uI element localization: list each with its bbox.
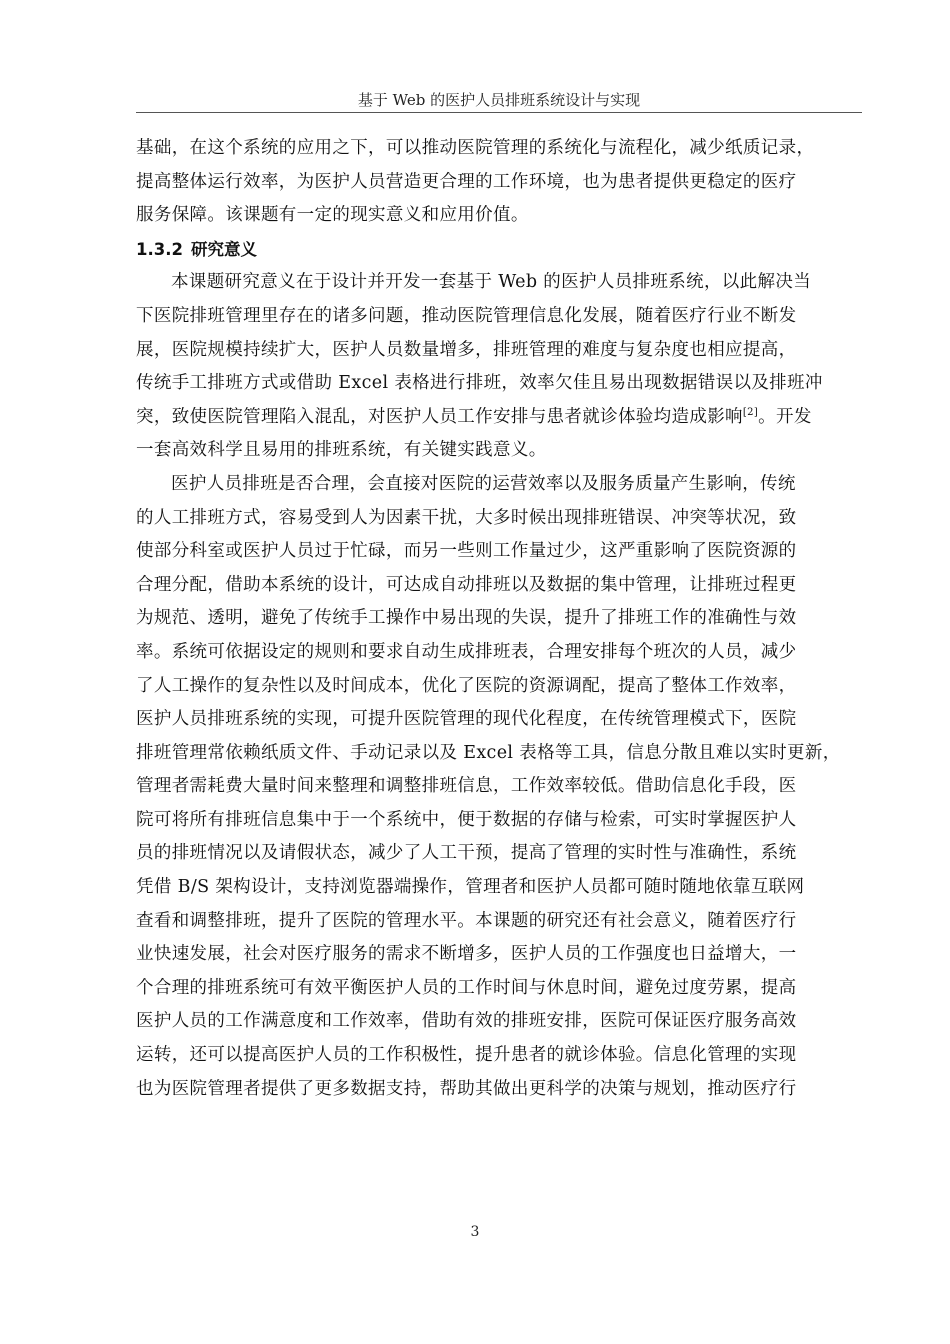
text-fragment: 。开发: [758, 406, 812, 427]
text-line: 运转，还可以提高医护人员的工作积极性，提升患者的就诊体验。信息化管理的实现: [136, 1045, 797, 1066]
text-line: 的人工排班方式，容易受到人为因素干扰，大多时候出现排班错误、冲突等状况，致: [136, 507, 797, 528]
text-line: 了人工操作的复杂性以及时间成本，优化了医院的资源调配，提高了整体工作效率，: [136, 675, 797, 696]
text-line: 医护人员的工作满意度和工作效率，借助有效的排班安排，医院可保证医疗服务高效: [136, 1011, 797, 1032]
text-line: 为规范、透明，避免了传统手工操作中易出现的失误，提升了排班工作的准确性与效: [136, 608, 797, 629]
paragraph-research-significance-2: [136, 468, 864, 1106]
text-line: 查看和调整排班，提升了医院的管理水平。本课题的研究还有社会意义，随着医疗行: [136, 910, 797, 931]
text-line: 提高整体运行效率，为医护人员营造更合理的工作环境，也为患者提供更稳定的医疗: [136, 171, 797, 192]
header-rule: [136, 112, 862, 113]
text-fragment: 突，致使医院管理陷入混乱，对医护人员工作安排与患者就诊体验均造成影响: [136, 406, 743, 427]
text-line: 展，医院规模持续扩大，医护人员数量增多，排班管理的难度与复杂度也相应提高，: [136, 339, 797, 360]
section-title: 研究意义: [190, 239, 257, 259]
section-heading: [136, 233, 864, 267]
page-number: 3: [470, 1224, 480, 1240]
text-line: 业快速发展，社会对医疗服务的需求不断增多，医护人员的工作强度也日益增大，一: [136, 944, 797, 965]
text-line: 个合理的排班系统可有效平衡医护人员的工作时间与休息时间，避免过度劳累，提高: [136, 977, 797, 998]
text-line: 管理者需耗费大量时间来整理和调整排班信息，工作效率较低。借助信息化手段，医: [136, 776, 797, 797]
text-line-with-citation: [136, 401, 864, 435]
running-header: 基于 Web 的医护人员排班系统设计与实现: [357, 91, 641, 109]
text-line: 员的排班情况以及请假状态，减少了人工干预，提高了管理的实时性与准确性，系统: [136, 843, 797, 864]
text-line: 凭借 B/S 架构设计，支持浏览器端操作，管理者和医护人员都可随时随地依靠互联网: [136, 877, 805, 898]
text-line: 本课题研究意义在于设计并开发一套基于 Web 的医护人员排班系统，以此解决当: [171, 272, 812, 293]
intro-paragraph: [136, 132, 864, 233]
text-line: 使部分科室或医护人员过于忙碌，而另一些则工作量过少，这严重影响了医院资源的: [136, 541, 797, 562]
text-line: 医护人员排班是否合理，会直接对医院的运营效率以及服务质量产生影响，传统: [171, 473, 796, 494]
text-line: 也为医院管理者提供了更多数据支持，帮助其做出更科学的决策与规划，推动医疗行: [136, 1078, 797, 1099]
text-line: 合理分配，借助本系统的设计，可达成自动排班以及数据的集中管理，让排班过程更: [136, 574, 797, 595]
text-line: 服务保障。该课题有一定的现实意义和应用价值。: [136, 205, 529, 226]
text-line: 一套高效科学且易用的排班系统，有关键实践意义。: [136, 440, 547, 461]
text-line: 院可将所有排班信息集中于一个系统中，便于数据的存储与检索，可实时掌握医护人: [136, 809, 797, 830]
paragraph-research-significance-1: [136, 266, 864, 468]
text-line: 排班管理常依赖纸质文件、手动记录以及 Excel 表格等工具，信息分散且难以实时更新，: [136, 742, 841, 763]
section-number: 1.3.2: [136, 239, 183, 259]
text-line: 医护人员排班系统的实现，可提升医院管理的现代化程度，在传统管理模式下，医院: [136, 709, 797, 730]
page-body: [136, 132, 864, 1106]
citation-reference[interactable]: [2]: [742, 406, 759, 418]
text-line: 率。系统可依据设定的规则和要求自动生成排班表，合理安排每个班次的人员，减少: [136, 641, 797, 662]
text-line: 传统手工排班方式或借助 Excel 表格进行排班，效率欠佳且易出现数据错误以及排班冲: [136, 373, 823, 394]
text-line: 基础，在这个系统的应用之下，可以推动医院管理的系统化与流程化，减少纸质记录，: [136, 138, 815, 158]
text-line: 下医院排班管理里存在的诸多问题，推动医院管理信息化发展，随着医疗行业不断发: [136, 305, 797, 326]
